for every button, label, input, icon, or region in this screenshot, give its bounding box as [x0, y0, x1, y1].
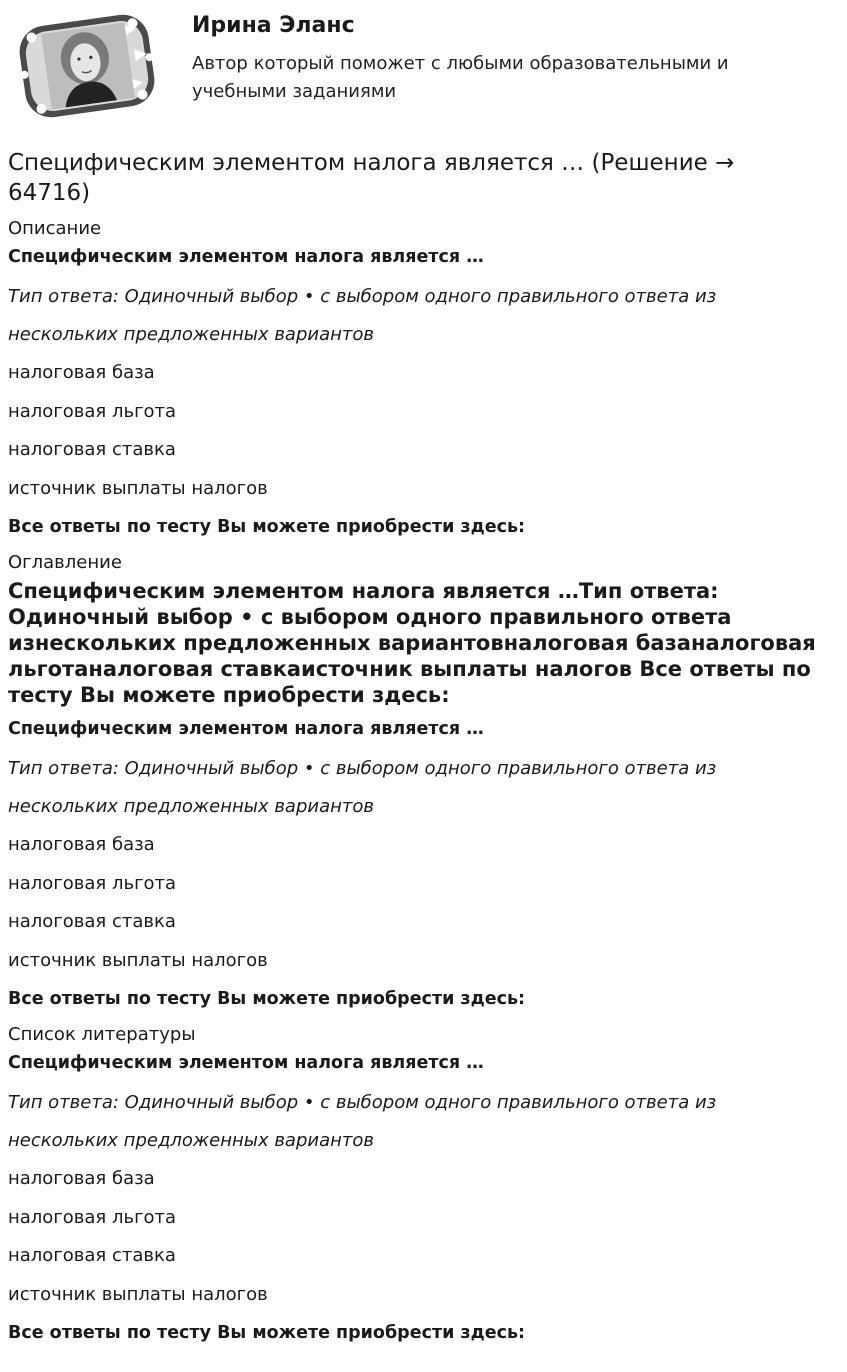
section-toc	[8, 550, 828, 1018]
question-text: Специфическим элементом налога является …	[8, 1053, 484, 1073]
option-item: источник выплаты налогов	[8, 477, 268, 499]
answer-type-line: нескольких предложенных вариантов	[8, 324, 374, 345]
option-item: налоговая льгота	[8, 400, 177, 422]
option-item: налоговая ставка	[8, 1245, 176, 1266]
author-avatar-icon[interactable]	[16, 6, 158, 126]
answer-type-line: Тип ответа: Одиночный выбор • с выбором одного правильного ответа из	[8, 1092, 717, 1113]
option-item: источник выплаты налогов	[8, 1283, 268, 1305]
option-item: источник выплаты налогов	[8, 949, 268, 971]
all-answers-link[interactable]: Все ответы по тесту Вы можете приобрести здесь:	[8, 1323, 526, 1343]
option-item: налоговая база	[8, 362, 155, 383]
content	[8, 216, 828, 1352]
author-name[interactable]: Ирина Эланс	[192, 13, 355, 38]
option-item: налоговая база	[8, 1168, 155, 1189]
option-item: налоговая льгота	[8, 1206, 177, 1228]
all-answers-link[interactable]: Все ответы по тесту Вы можете приобрести здесь:	[8, 989, 526, 1009]
question-text: Специфическим элементом налога является …	[8, 719, 484, 739]
section-label: Описание	[8, 218, 102, 239]
section-label: Оглавление	[8, 552, 122, 573]
page-title: Специфическим элементом налога является … (Решение → 64716)	[8, 150, 735, 206]
section-label: Список литературы	[8, 1024, 196, 1045]
option-item: налоговая база	[8, 834, 155, 855]
answer-type-line: нескольких предложенных вариантов	[8, 796, 374, 817]
answer-type-line: Тип ответа: Одиночный выбор • с выбором одного правильного ответа из	[8, 286, 717, 307]
question-text: Специфическим элементом налога является …	[8, 247, 484, 267]
option-item: налоговая ставка	[8, 439, 176, 460]
author-description: Автор который поможет с любыми образовательными и учебными заданиями	[192, 53, 729, 102]
section-references	[8, 1022, 828, 1352]
toc-heading: Специфическим элементом налога является …Тип ответа: Одиночный выбор • с выбором одного правильного ответа изнескольких предложенных вариантовналоговая базаналоговая льготаналоговая ставкаисточник выплаты налогов Все ответы по тесту Вы можете приобрести здесь:	[8, 579, 816, 707]
option-item: налоговая льгота	[8, 872, 177, 894]
all-answers-link[interactable]: Все ответы по тесту Вы можете приобрести здесь:	[8, 517, 526, 537]
answer-type-line: Тип ответа: Одиночный выбор • с выбором одного правильного ответа из	[8, 758, 717, 779]
answer-type-line: нескольких предложенных вариантов	[8, 1130, 374, 1151]
author-card	[8, 0, 839, 140]
option-item: налоговая ставка	[8, 911, 176, 932]
section-description	[8, 216, 828, 546]
